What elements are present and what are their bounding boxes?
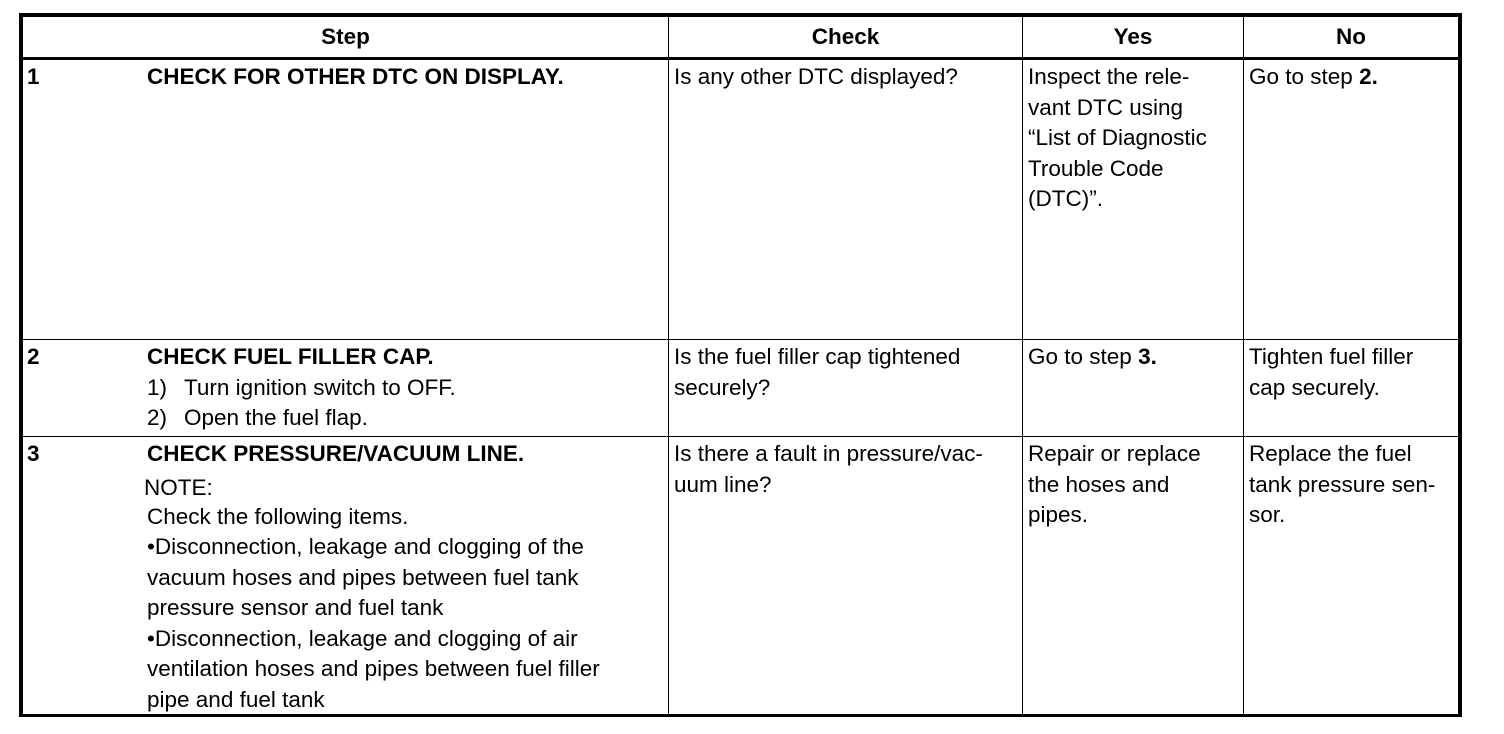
- yes-line: the hoses and: [1028, 471, 1170, 497]
- yes-cell-2: [1023, 340, 1244, 437]
- note-label: NOTE:: [144, 474, 213, 500]
- yes-line: Trouble Code: [1028, 155, 1164, 181]
- check-line: Is the fuel filler cap tightened: [674, 344, 961, 369]
- check-line: uum line?: [674, 471, 772, 497]
- step-number: 3: [27, 441, 40, 466]
- yes-prefix: Go to step: [1028, 344, 1139, 369]
- step-title: CHECK FUEL FILLER CAP.: [147, 344, 434, 369]
- yes-line: (DTC)”.: [1028, 186, 1103, 211]
- step-reference: 2.: [1359, 64, 1378, 89]
- table-row: [23, 437, 1459, 716]
- step-cell-1: [23, 59, 669, 340]
- note-line: pressure sensor and fuel tank: [147, 595, 444, 620]
- no-line: sor.: [1249, 502, 1286, 527]
- no-cell-2: [1244, 340, 1459, 437]
- table-header-row: [23, 17, 1459, 59]
- note-line: •Disconnection, leakage and clogging of the: [147, 534, 584, 559]
- note-intro: Check the following items.: [147, 503, 409, 529]
- sub-step-text: Open the fuel flap.: [184, 405, 368, 430]
- no-line: cap securely.: [1249, 374, 1380, 400]
- yes-text: [1023, 342, 1243, 373]
- yes-cell-1: [1023, 59, 1244, 340]
- note-line: vacuum hoses and pipes between fuel tank: [147, 564, 579, 590]
- note-line: ventilation hoses and pipes between fuel filler: [147, 656, 600, 681]
- check-line: securely?: [674, 374, 771, 400]
- check-cell-2: [669, 340, 1023, 437]
- no-cell-1: [1244, 59, 1459, 340]
- no-prefix: Go to step: [1249, 64, 1360, 89]
- note-item: [147, 532, 662, 624]
- no-line: Tighten fuel filler: [1249, 344, 1414, 369]
- header-yes: Yes: [1023, 17, 1244, 59]
- yes-line: vant DTC using: [1028, 94, 1184, 120]
- diagnostic-table-frame: [19, 13, 1462, 717]
- yes-line: pipes.: [1028, 502, 1089, 527]
- step-cell-2: [23, 340, 669, 437]
- yes-line: Repair or replace: [1028, 441, 1201, 466]
- check-cell-1: [669, 59, 1023, 340]
- header-no: No: [1244, 17, 1459, 59]
- sub-step-number: 2): [147, 405, 168, 430]
- step-title: CHECK PRESSURE/VACUUM LINE.: [147, 441, 525, 466]
- step-number: 2: [27, 344, 40, 369]
- step-number: 1: [27, 64, 40, 89]
- sub-step-text: Turn ignition switch to OFF.: [184, 374, 456, 400]
- no-cell-3: [1244, 437, 1459, 716]
- sub-step: [147, 403, 662, 434]
- no-text: [1244, 62, 1458, 93]
- check-cell-3: [669, 437, 1023, 716]
- sub-step: [147, 373, 662, 404]
- yes-cell-3: [1023, 437, 1244, 716]
- yes-line: “List of Diagnostic: [1028, 125, 1207, 150]
- note-line: •Disconnection, leakage and clogging of air: [147, 625, 578, 651]
- header-check: Check: [669, 17, 1023, 59]
- check-text: Is any other DTC displayed?: [674, 64, 958, 89]
- note-line: pipe and fuel tank: [147, 686, 325, 712]
- header-step: Step: [23, 17, 669, 59]
- no-line: tank pressure sen-: [1249, 471, 1436, 497]
- step-reference: 3.: [1138, 344, 1157, 369]
- note-item: [147, 624, 662, 716]
- table-row: [23, 59, 1459, 340]
- sub-step-number: 1): [147, 374, 168, 400]
- no-line: Replace the fuel: [1249, 441, 1412, 466]
- diagnostic-table: [22, 16, 1459, 716]
- check-line: Is there a fault in pressure/vac-: [674, 441, 983, 466]
- table-row: [23, 340, 1459, 437]
- yes-line: Inspect the rele-: [1028, 64, 1190, 89]
- step-title: CHECK FOR OTHER DTC ON DISPLAY.: [147, 64, 564, 89]
- step-cell-3: [23, 437, 669, 716]
